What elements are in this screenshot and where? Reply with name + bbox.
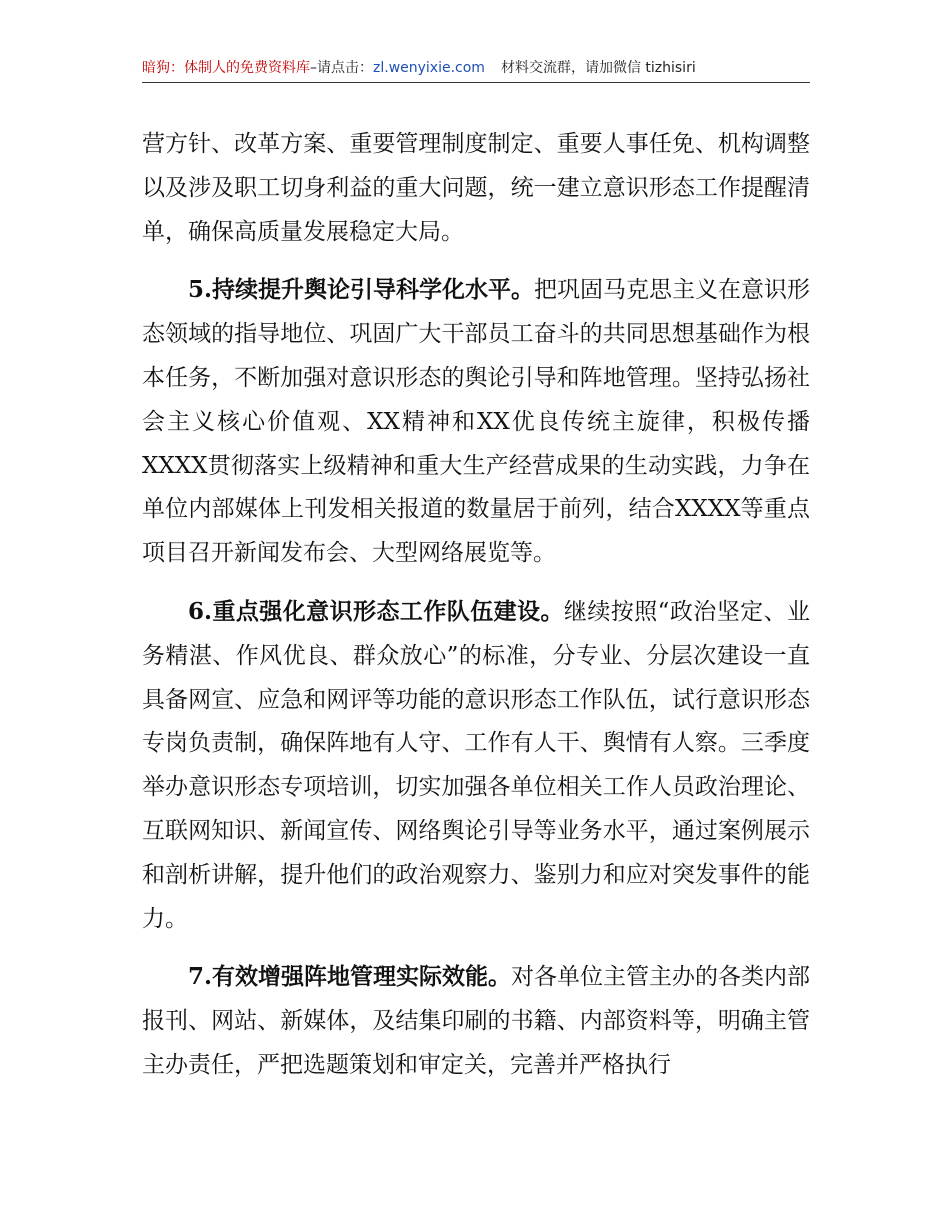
paragraph-text: 对各单位主管主办的各类内部报刊、网站、新媒体，及结集印刷的书籍、内部资料等，明确主管主办责任，严把选题策划和审定关，完善并严格执行 — [142, 964, 811, 1078]
paragraph-item-6 — [142, 590, 810, 941]
paragraph-item-5 — [142, 268, 810, 576]
paragraph-item-7 — [142, 955, 810, 1087]
paragraph-heading: 6.重点强化意识形态工作队伍建设。 — [188, 597, 564, 625]
paragraph-heading: 7.有效增强阵地管理实际效能。 — [188, 963, 512, 991]
site-label: 暗狗：体制人的免费资料库 — [142, 60, 310, 76]
site-link[interactable]: zl.wenyixie.com — [373, 60, 485, 76]
page-header — [142, 58, 810, 83]
document-body — [142, 123, 810, 1088]
paragraph-text: 把巩固马克思主义在意识形态领域的指导地位、巩固广大干部员工奋斗的共同思想基础作为根本任务，不断加强对意识形态的舆论引导和阵地管理。坚持弘扬社会主义核心价值观、XX精神和XX优良传统主旋律，积极传播XXXX贯彻落实上级精神和重大生产经营成果的生动实践，力争在单位内部媒体上刊发相关报道的数量居于前列，结合XXXX等重点项目召开新闻发布会、大型网络展览等。 — [142, 277, 811, 567]
paragraph-text: 继续按照“政治坚定、业务精湛、作风优良、群众放心”的标准，分专业、分层次建设一直具备网宣、应急和网评等功能的意识形态工作队伍，试行意识形态专岗负责制，确保阵地有人守、工作有人干、舆情有人察。三季度举办意识形态专项培训，切实加强各单位相关工作人员政治理论、互联网知识、新闻宣传、网络舆论引导等业务水平，通过案例展示和剖析讲解，提升他们的政治观察力、鉴别力和应对突发事件的能力。 — [142, 598, 810, 932]
paragraph-heading: 5.持续提升舆论引导科学化水平。 — [188, 276, 535, 304]
paragraph-text: 营方针、改革方案、重要管理制度制定、重要人事任免、机构调整以及涉及职工切身利益的重大问题，统一建立意识形态工作提醒清单，确保高质量发展稳定大局。 — [142, 131, 810, 245]
group-label: 材料交流群，请加微信 tizhisiri — [500, 60, 696, 76]
click-label: –请点击： — [310, 60, 373, 76]
paragraph-continuation — [142, 123, 810, 254]
